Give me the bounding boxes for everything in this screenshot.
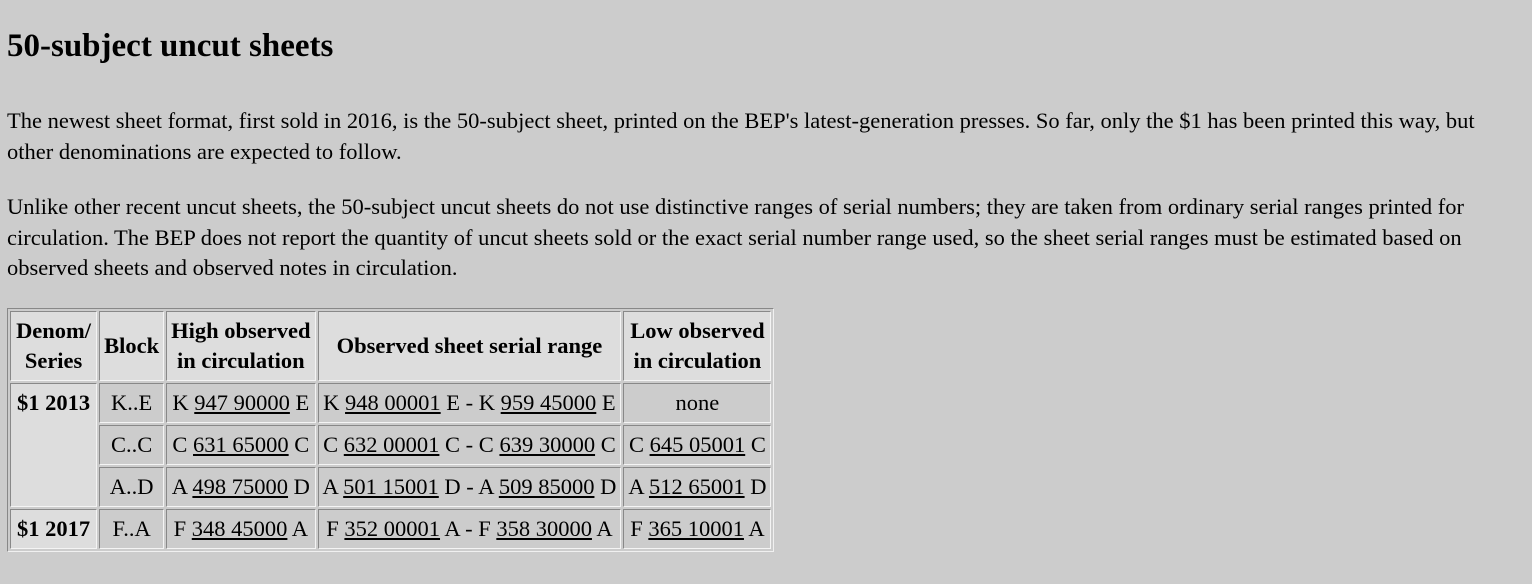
range-separator: - [459, 515, 479, 541]
serial-suffix: C [745, 431, 766, 457]
block-cell: K..E [99, 383, 164, 423]
serial-prefix: A [628, 473, 649, 499]
serial-prefix: C [172, 431, 194, 457]
high-observed-cell [166, 383, 315, 423]
serial-link[interactable]: 358 30000 [496, 515, 592, 541]
serial-range-header [318, 311, 622, 381]
serial-link[interactable]: 348 45000 [191, 515, 288, 541]
serial-prefix: A [478, 473, 499, 499]
serial-link[interactable]: 632 00001 [343, 431, 440, 457]
range-separator: - [460, 473, 479, 499]
serial-prefix: F [630, 515, 649, 541]
serial-suffix: A [743, 515, 765, 541]
serial-link[interactable]: 645 05001 [649, 431, 746, 457]
block-cell: C..C [99, 425, 164, 465]
header-text: in circulation [633, 348, 762, 373]
serial-range-cell [318, 467, 622, 507]
high-observed-cell [166, 509, 315, 549]
serial-range-cell [318, 509, 622, 549]
serial-link[interactable]: 365 10001 [648, 515, 744, 541]
serial-prefix: F [478, 515, 497, 541]
series-cell [10, 383, 97, 507]
range-separator: - [460, 431, 479, 457]
series-cell [10, 509, 97, 549]
block-header [99, 311, 164, 381]
serial-suffix: A [440, 515, 460, 541]
series-label: $1 2017 [17, 515, 91, 541]
high-observed-header [166, 311, 315, 381]
serial-prefix: C [323, 431, 344, 457]
serial-suffix: D [744, 473, 767, 499]
serial-suffix: D [288, 473, 310, 499]
serial-suffix: C [439, 431, 461, 457]
serial-link[interactable]: 959 45000 [500, 389, 597, 415]
serial-link[interactable]: 948 00001 [345, 389, 441, 415]
series-label: $1 2013 [17, 390, 91, 415]
serial-suffix: C [288, 431, 310, 457]
serial-link[interactable]: 512 65001 [648, 473, 745, 499]
high-observed-cell [166, 425, 315, 465]
block-cell: A..D [99, 467, 164, 507]
serial-prefix: C [628, 431, 650, 457]
header-text: Low observed [630, 317, 765, 343]
serial-suffix: E [440, 389, 461, 415]
sheet-serial-table [7, 308, 774, 552]
denom-series-header [10, 311, 97, 381]
serial-link[interactable]: 631 65000 [193, 431, 289, 457]
serial-link[interactable]: 498 75000 [192, 473, 289, 499]
low-observed-cell: none [623, 383, 771, 423]
serial-suffix: A [287, 515, 309, 541]
low-observed-cell [623, 467, 771, 507]
header-text: Series [24, 348, 83, 373]
serial-suffix: D [438, 473, 461, 499]
serial-suffix: E [596, 389, 616, 415]
serial-suffix: E [289, 389, 310, 415]
serial-prefix: F [173, 515, 192, 541]
serial-range-cell [318, 383, 622, 423]
low-observed-cell [623, 509, 771, 549]
serial-prefix: K [172, 389, 195, 415]
header-text: High observed [171, 317, 311, 343]
serial-suffix: A [591, 515, 613, 541]
serial-link[interactable]: 352 00001 [344, 515, 441, 541]
table-row [10, 509, 771, 549]
header-text: in circulation [176, 348, 305, 373]
serial-link[interactable]: 509 85000 [498, 473, 595, 499]
serial-suffix: D [594, 473, 617, 499]
low-observed-header [623, 311, 771, 381]
block-cell: F..A [99, 509, 164, 549]
serial-paragraph: Unlike other recent uncut sheets, the 50-subject uncut sheets do not use distinctive ranges of serial numbers; they are taken from ordinary serial ranges printed for circulation. The BEP does not report the quantity of uncut sheets sold or the exact serial number range used, so the sheet serial ranges must be estimated based on observed sheets and observed notes in circulation. [7, 194, 1465, 280]
header-text: Denom/ [16, 317, 92, 343]
high-observed-cell [166, 467, 315, 507]
serial-suffix: C [595, 431, 616, 457]
table-header-row [10, 311, 771, 381]
page-title: 50-subject uncut sheets [7, 28, 334, 64]
serial-prefix: F [326, 515, 345, 541]
header-text: Block [104, 332, 160, 358]
serial-prefix: K [323, 389, 346, 415]
serial-prefix: C [478, 431, 500, 457]
intro-paragraph: The newest sheet format, first sold in 2016, is the 50-subject sheet, printed on the BEP's latest-generation presses. So far, only the $1 has been printed this way, but other denominations are expected to follow. [7, 108, 1475, 164]
table-row [10, 425, 771, 465]
serial-prefix: K [478, 389, 501, 415]
table-row [10, 383, 771, 423]
serial-link[interactable]: 639 30000 [499, 431, 596, 457]
serial-prefix: A [322, 473, 344, 499]
serial-link[interactable]: 501 15001 [343, 473, 439, 499]
serial-prefix: A [171, 473, 193, 499]
serial-link[interactable]: 947 90000 [194, 389, 290, 415]
low-observed-cell [623, 425, 771, 465]
range-separator: - [460, 389, 479, 415]
serial-range-cell [318, 425, 622, 465]
header-text: Observed sheet serial range [336, 332, 603, 358]
table-row [10, 467, 771, 507]
